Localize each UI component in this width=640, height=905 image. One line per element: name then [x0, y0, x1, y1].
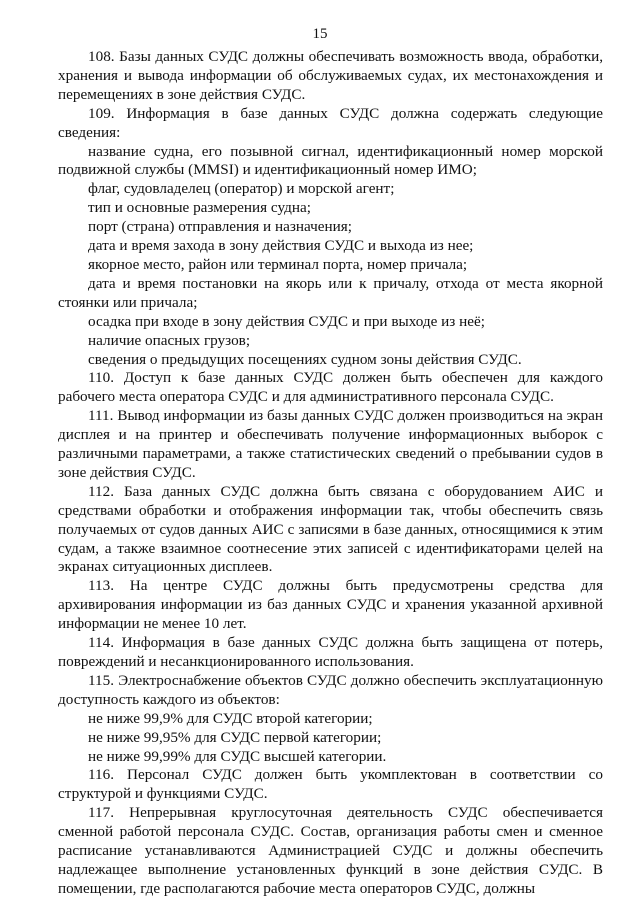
paragraph-111: 111. Вывод информации из базы данных СУДС должен производиться на экран дисплея и на принтер и обеспечивать получение информационных выборок с различными параметрами, а также статистических сведений о пребывании судов в зоне действия СУДС.: [58, 407, 603, 481]
paragraph-116: 116. Персонал СУДС должен быть укомплектован в соответствии со структурой и функциями СУДС.: [58, 766, 603, 803]
paragraph-113: 113. На центре СУДС должны быть предусмотрены средства для архивирования информации из баз данных СУДС и хранения указанной архивной информации не менее 10 лет.: [58, 577, 603, 633]
paragraph-115: 115. Электроснабжение объектов СУДС должно обеспечить эксплуатационную доступность каждого из объектов:: [58, 671, 603, 708]
list-item: не ниже 99,95% для СУДС первой категории;: [88, 728, 382, 746]
paragraph-109: 109. Информация в базе данных СУДС должна содержать следующие сведения:: [58, 104, 603, 141]
list-item: дата и время захода в зону действия СУДС и выхода из нее;: [88, 237, 474, 255]
list-item: флаг, судовладелец (оператор) и морской агент;: [88, 180, 395, 198]
list-item: якорное место, район или терминал порта, номер причала;: [88, 255, 468, 273]
document-body: [58, 48, 603, 899]
list-item: не ниже 99,9% для СУДС второй категории;: [88, 709, 373, 727]
paragraph-110: 110. Доступ к базе данных СУДС должен быть обеспечен для каждого рабочего места оператора СУДС и для административного персонала СУДС.: [58, 369, 603, 406]
list-item: порт (страна) отправления и назначения;: [88, 218, 352, 236]
list-item: сведения о предыдущих посещениях судном зоны действия СУДС.: [88, 350, 522, 368]
page-number: 15: [312, 26, 328, 42]
list-item: название судна, его позывной сигнал, идентификационный номер морской подвижной службы (MMSI) и идентификационный номер ИМО;: [58, 142, 603, 179]
list-item: осадка при входе в зону действия СУДС и при выходе из неё;: [88, 312, 485, 330]
paragraph-117: 117. Непрерывная круглосуточная деятельность СУДС обеспечивается сменной работой персонала СУДС. Состав, организация работы смен и сменное расписание устанавливаются Администрацией СУДС и должны обеспечить надлежащее выполнение установленных функций в зоне действия СУДС. В помещении, где располагаются рабочие места операторов СУДС, должны: [58, 804, 603, 897]
list-item: не ниже 99,99% для СУДС высшей категории.: [88, 747, 387, 765]
paragraph-112: 112. База данных СУДС должна быть связана с оборудованием АИС и средствами обработки и отображения информации так, чтобы обеспечить связь получаемых от судов данных АИС с записями в базе данных, относящимися к этим судам, а также взаимное соотнесение этих записей с идентификаторами целей на экранах ситуационных дисплеев.: [58, 482, 603, 576]
list-item: тип и основные размерения судна;: [88, 199, 311, 217]
list-item: наличие опасных грузов;: [88, 331, 251, 349]
list-item: дата и время постановки на якорь или к причалу, отхода от места якорной стоянки или причала;: [58, 274, 603, 311]
paragraph-108: 108. Базы данных СУДС должны обеспечивать возможность ввода, обработки, хранения и вывода информации об обслуживаемых судах, их местонахождения и перемещениях в зоне действия СУДС.: [58, 48, 603, 103]
paragraph-114: 114. Информация в базе данных СУДС должна быть защищена от потерь, повреждений и несанкционированного использования.: [58, 634, 603, 670]
